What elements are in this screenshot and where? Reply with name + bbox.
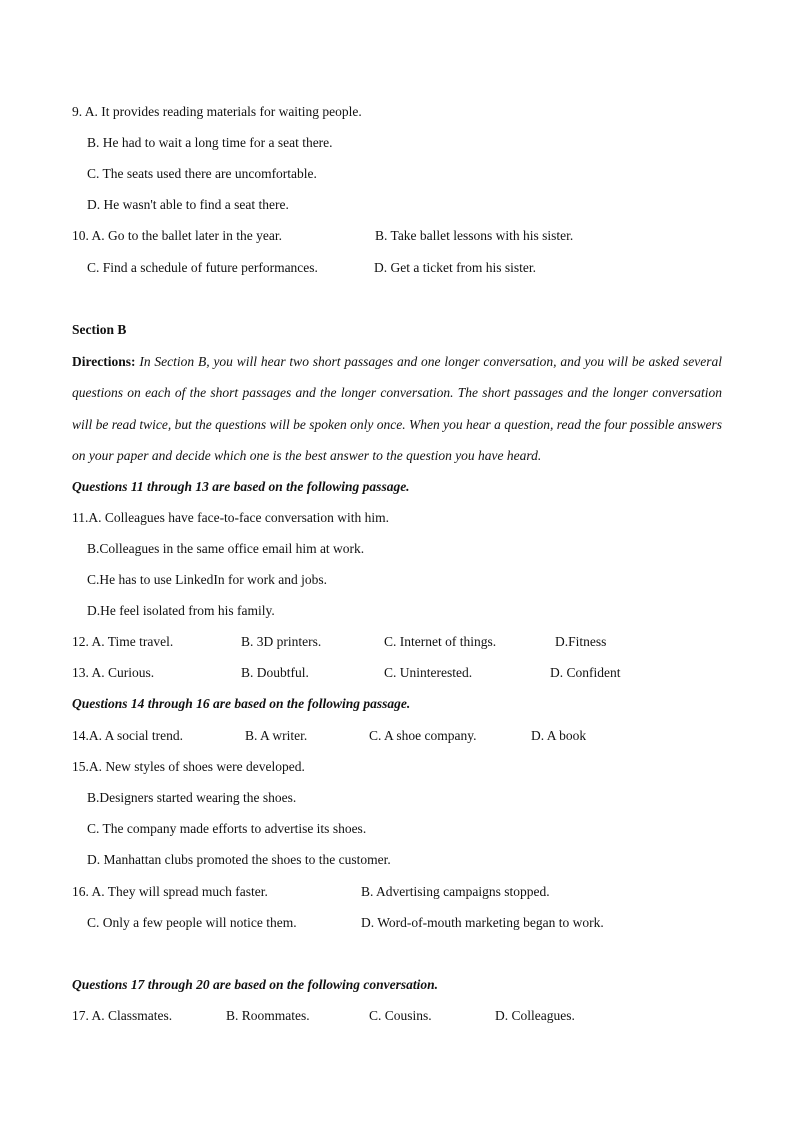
q16-option-c: C. Only a few people will notice them.: [87, 915, 297, 930]
q9-option-a: 9. A. It provides reading materials for waiting people.: [72, 104, 362, 119]
q14-option-a: 14.A. A social trend.: [72, 728, 183, 743]
group-title-14-16: Questions 14 through 16 are based on the following passage.: [72, 696, 411, 711]
q9-option-d: D. He wasn't able to find a seat there.: [87, 197, 289, 212]
q12-option-d: D.Fitness: [555, 634, 607, 649]
q17-option-b: B. Roommates.: [226, 1008, 310, 1023]
q15-option-d: D. Manhattan clubs promoted the shoes to the customer.: [87, 852, 391, 867]
section-heading: Section B: [72, 322, 127, 337]
group-title-11-13: Questions 11 through 13 are based on the following passage.: [72, 479, 410, 494]
q10-option-b: B. Take ballet lessons with his sister.: [375, 228, 574, 243]
q16-option-d: D. Word-of-mouth marketing began to work.: [361, 915, 604, 930]
q17-option-a: 17. A. Classmates.: [72, 1008, 173, 1023]
q12-option-a: 12. A. Time travel.: [72, 634, 174, 649]
q14-option-d: D. A book: [531, 728, 587, 743]
q13-option-a: 13. A. Curious.: [72, 665, 155, 680]
q15-option-a: 15.A. New styles of shoes were developed.: [72, 759, 305, 774]
q16-option-b: B. Advertising campaigns stopped.: [361, 884, 550, 899]
q13-option-d: D. Confident: [550, 665, 621, 680]
q11-option-b: B.Colleagues in the same office email him at work.: [87, 541, 365, 556]
q10-option-a: 10. A. Go to the ballet later in the year.: [72, 228, 282, 243]
q9-option-c: C. The seats used there are uncomfortable.: [87, 166, 317, 181]
q13-option-b: B. Doubtful.: [241, 665, 309, 680]
q10-option-d: D. Get a ticket from his sister.: [374, 260, 536, 275]
q12-option-b: B. 3D printers.: [241, 634, 322, 649]
q17-option-d: D. Colleagues.: [495, 1008, 575, 1023]
q15-option-b: B.Designers started wearing the shoes.: [87, 790, 297, 805]
q10-option-c: C. Find a schedule of future performances.: [87, 260, 318, 275]
q11-option-a: 11.A. Colleagues have face-to-face conversation with him.: [72, 510, 390, 525]
section-directions: [72, 346, 722, 471]
q11-option-c: C.He has to use LinkedIn for work and jobs.: [87, 572, 327, 587]
directions-text: In Section B, you will hear two short passages and one longer conversation, and you will be asked several questions on each of the short passages and the longer conversation. The short passages and the longer conversation will be read twice, but the questions will be spoken only once. When you hear a question, read the four possible answers on your paper and decide which one is the best answer to the question you have heard.: [72, 354, 722, 463]
q17-option-c: C. Cousins.: [369, 1008, 432, 1023]
q14-option-c: C. A shoe company.: [369, 728, 477, 743]
q9-option-b: B. He had to wait a long time for a seat there.: [87, 135, 333, 150]
q16-option-a: 16. A. They will spread much faster.: [72, 884, 268, 899]
q15-option-c: C. The company made efforts to advertise its shoes.: [87, 821, 367, 836]
group-title-17-20: Questions 17 through 20 are based on the following conversation.: [72, 977, 439, 992]
q13-option-c: C. Uninterested.: [384, 665, 473, 680]
q11-option-d: D.He feel isolated from his family.: [87, 603, 275, 618]
q14-option-b: B. A writer.: [245, 728, 308, 743]
directions-label: Directions:: [72, 354, 136, 369]
q12-option-c: C. Internet of things.: [384, 634, 497, 649]
